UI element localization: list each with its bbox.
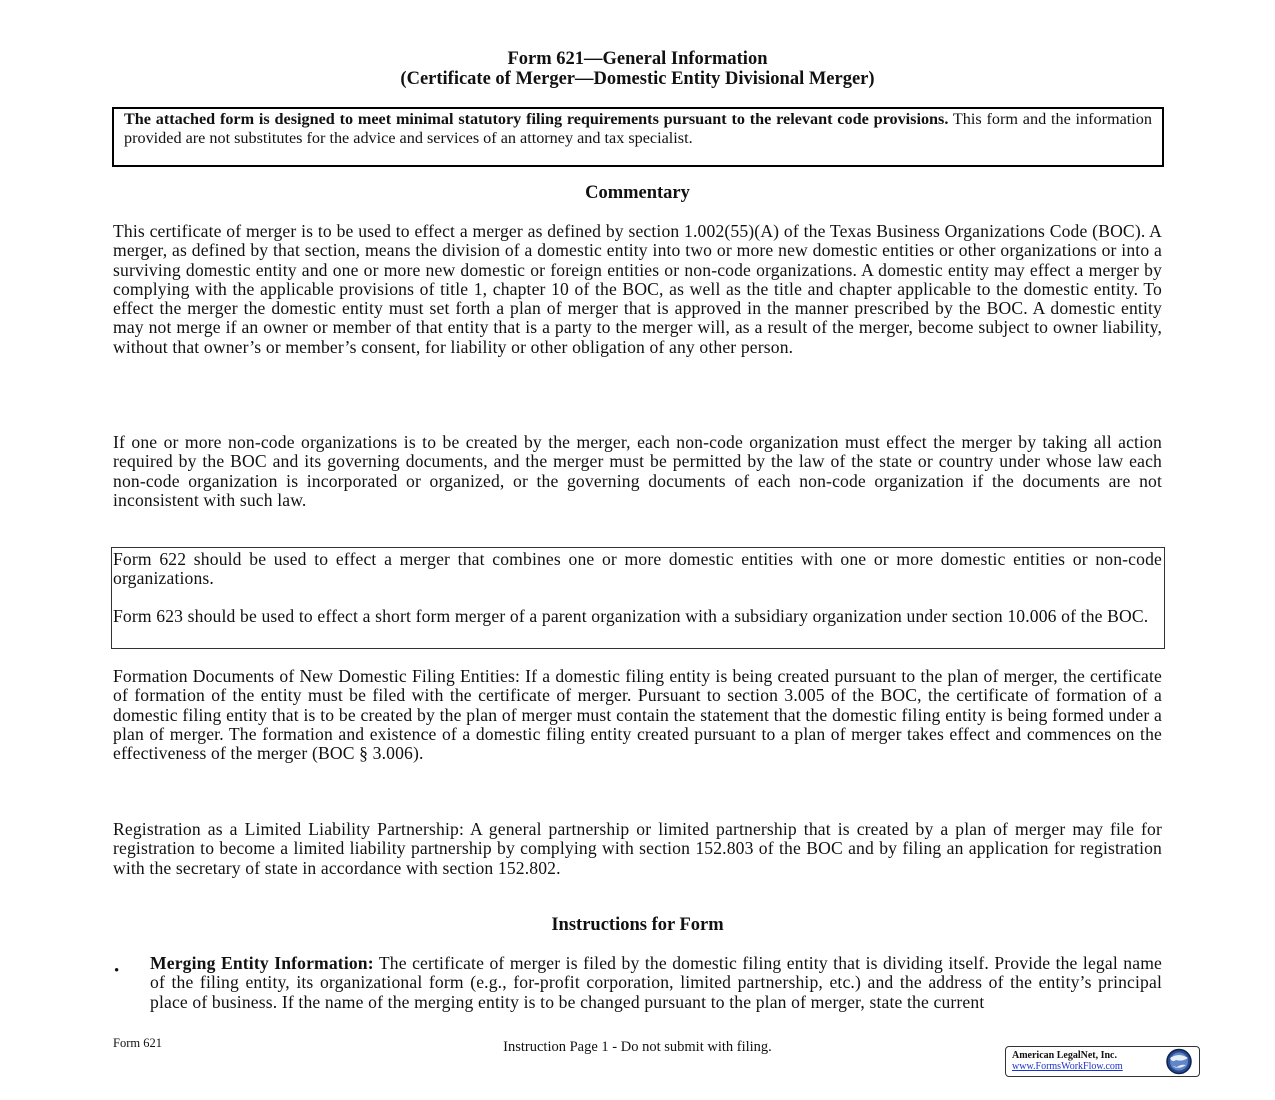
disclaimer-notice bbox=[112, 107, 1164, 167]
footer-page-note: Instruction Page 1 - Do not submit with filing. bbox=[503, 1039, 772, 1055]
footer-form-id: Form 621 bbox=[113, 1036, 162, 1050]
disclaimer-bold: The attached form is designed to meet minimal statutory filing requirements pursuant to the relevant code provisions. bbox=[124, 110, 949, 128]
form-623-note: Form 623 should be used to effect a short form merger of a parent organization with a subsidiary organization under section 10.006 of the BOC. bbox=[113, 606, 1149, 626]
brand-url-link[interactable]: www.FormsWorkFlow.com bbox=[1012, 1061, 1123, 1072]
american-legalnet-badge[interactable] bbox=[1005, 1046, 1200, 1077]
merging-entity-instruction bbox=[150, 954, 1162, 1012]
formation-documents-paragraph: Formation Documents of New Domestic Filing Entities: If a domestic filing entity is being created pursuant to the plan of merger, the certificate of formation of the entity must be filed with the certificate of merger. Pursuant to section 3.005 of the BOC, the certificate of formation of a domestic filing entity that is to be created by the plan of merger must contain the statement that the domestic filing entity is being formed under a plan of merger. The formation and existence of a domestic filing entity created pursuant to a plan of merger takes effect and commences on the effectiveness of the merger (BOC § 3.006). bbox=[113, 666, 1162, 764]
commentary-paragraph: This certificate of merger is to be used to effect a merger as defined by section 1.002(55)(A) of the Texas Business Organizations Code (BOC). A merger, as defined by that section, means the division of a domestic entity into two or more new domestic entities or other organizations or into a surviving domestic entity and one or more new domestic or foreign entities or non-code organizations. A domestic entity may effect a merger by complying with the applicable provisions of title 1, chapter 10 of the BOC, as well as the title and chapter applicable to the domestic entity. To effect the merger the domestic entity must set forth a plan of merger that is approved in the manner prescribed by the BOC. A domestic entity may not merge if an owner or member of that entity that is a party to the merger will, as a result of the merger, become subject to owner liability, without that owner’s or member’s consent, for liability or other obligation of any other person. bbox=[113, 221, 1162, 357]
form-622-note: Form 622 should be used to effect a merger that combines one or more domestic entities with one or more domestic entities or non-code organizations. bbox=[113, 549, 1162, 589]
commentary-heading: Commentary bbox=[585, 183, 690, 203]
globe-logo-icon bbox=[1164, 1048, 1194, 1075]
disclaimer-text: This form and the information provided are not substitutes for the advice and services of an attorney and tax specialist. bbox=[124, 110, 1152, 147]
merging-entity-label: Merging Entity Information: bbox=[150, 953, 374, 973]
instructions-heading: Instructions for Form bbox=[551, 915, 724, 935]
bullet-icon: • bbox=[114, 963, 120, 979]
brand-name: American LegalNet, Inc. bbox=[1012, 1050, 1117, 1061]
commentary-paragraph: If one or more non-code organizations is to be created by the merger, each non-code organization must effect the merger by taking all action required by the BOC and its governing documents, and the merger must be permitted by the law of the state or country under whose law each non-code organization is incorporated or organized, or the governing documents of each non-code organization if the documents are not inconsistent with such law. bbox=[113, 432, 1162, 510]
llp-registration-paragraph: Registration as a Limited Liability Partnership: A general partnership or limited partnership that is created by a plan of merger may file for registration to become a limited liability partnership by complying with section 152.803 of the BOC and by filing an application for registration with the secretary of state in accordance with section 152.802. bbox=[113, 819, 1162, 878]
merging-entity-text: The certificate of merger is filed by the domestic filing entity that is dividing itself. Provide the legal name of the filing entity, its organizational form (e.g., for-profit corporation, limited partnership, etc.) and the address of the entity’s principal place of business. If the name of the merging entity is to be changed pursuant to the plan of merger, state the current bbox=[150, 953, 1162, 1012]
form-title: Form 621—General Information bbox=[507, 49, 768, 69]
form-subtitle: (Certificate of Merger—Domestic Entity Divisional Merger) bbox=[400, 69, 875, 89]
